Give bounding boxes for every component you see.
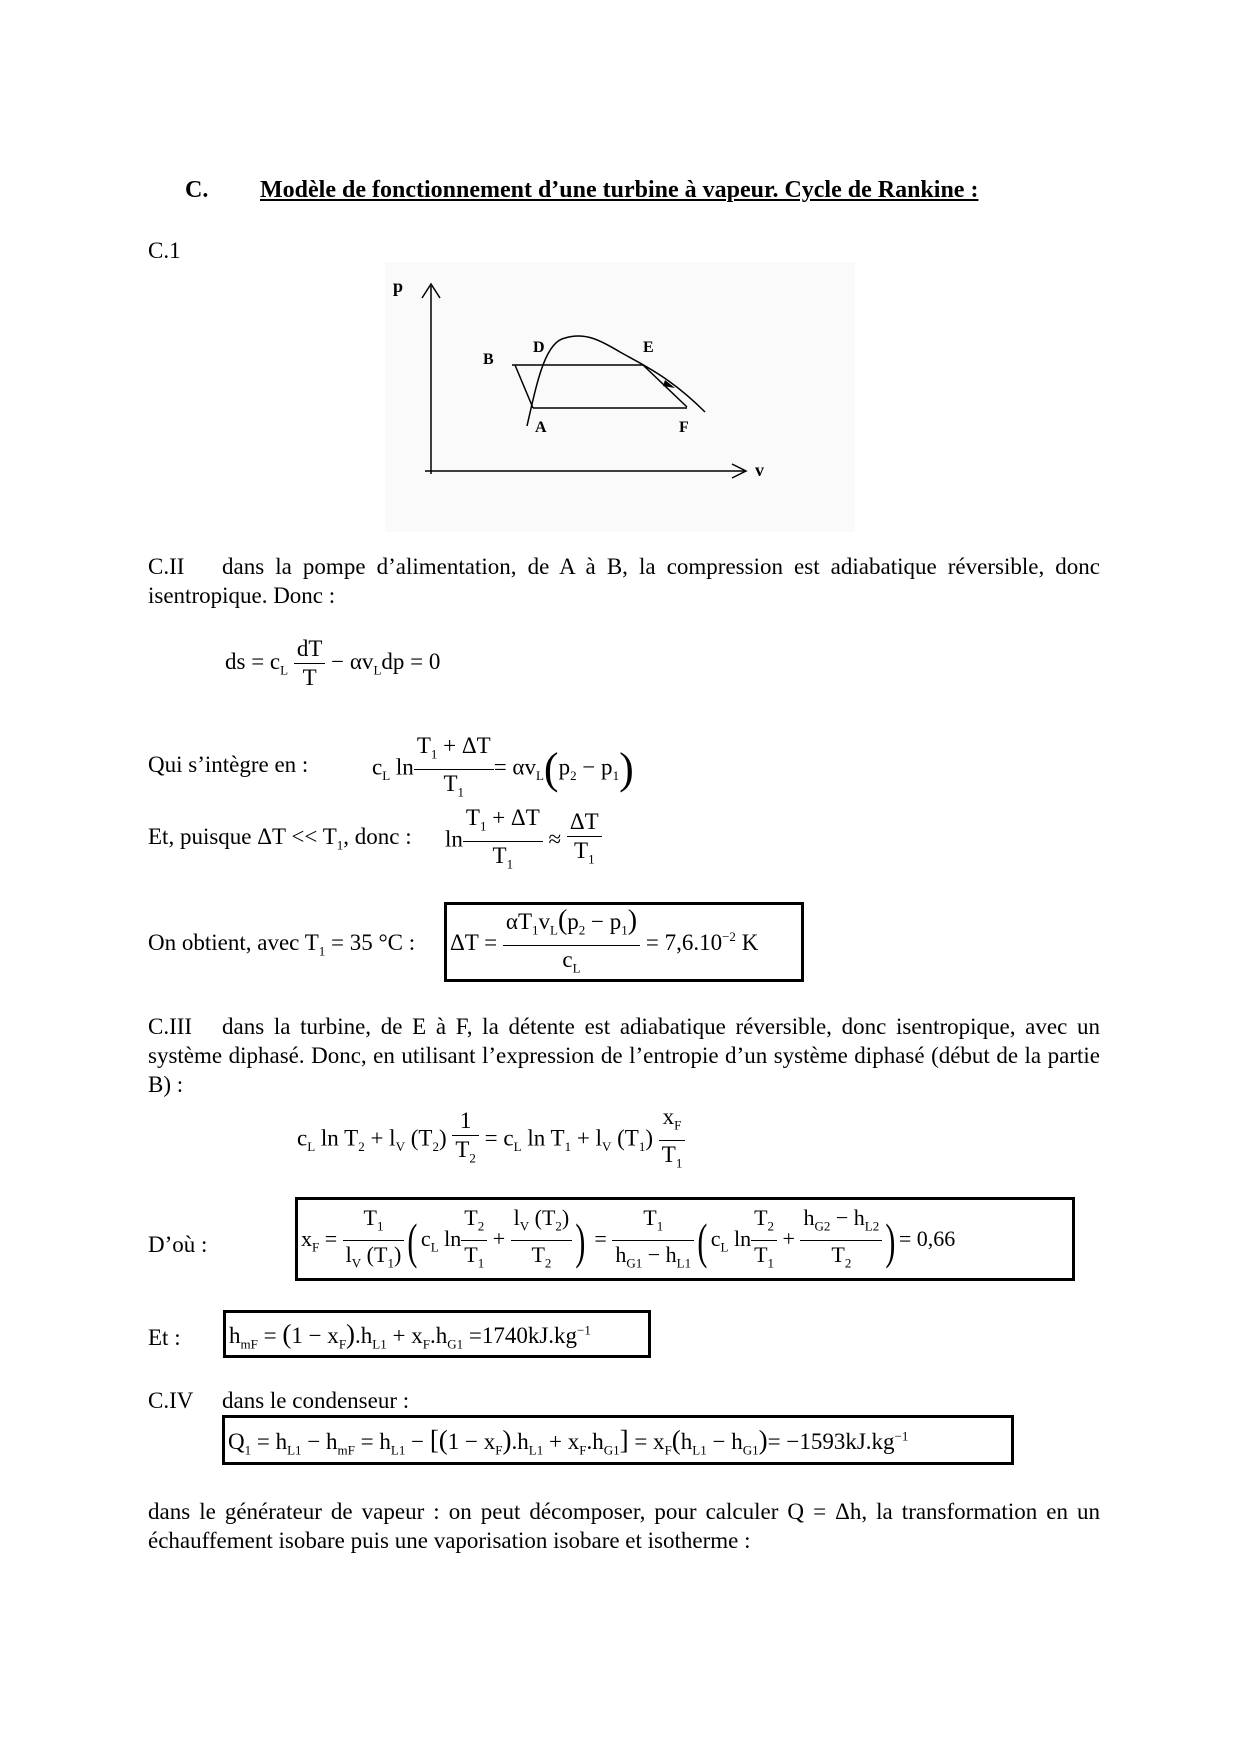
point-label-b: B — [483, 351, 494, 368]
c3-paragraph — [148, 1012, 1100, 1099]
point-label-e: E — [643, 339, 654, 356]
deltat-unit: K — [735, 929, 759, 955]
hmf-value: =1740kJ.kg — [468, 1323, 578, 1348]
hmf-exp: −1 — [577, 1322, 591, 1338]
axis-label-p: p — [393, 276, 404, 296]
c2-approx-label-head: Et, puisque ΔT << T — [148, 824, 337, 849]
c2-label: C.II — [148, 554, 185, 579]
section-letter: C. — [185, 177, 209, 203]
eq-approx: ln $\frac{T_1 + \Delta T}{T_1}$ ≈ $\frac{\Delta T}{T_1}$ — [445, 804, 602, 878]
c2-result-label-tail: = 35 °C : — [325, 930, 416, 955]
eq-hmf: $h_{mF} = (1 - x_F).h_{L1} + x_F.h_{G1} =1740kJ.kg^{-1}$ — [229, 1319, 591, 1352]
xf-value: = 0,66 — [898, 1225, 956, 1251]
c2-text: dans la pompe d’alimentation, de A à B, la compression est adiabatique réversible, donc isentropique. Donc : — [148, 554, 1100, 608]
c4-label: C.IV — [148, 1388, 194, 1413]
c2-approx-label-tail: , donc : — [343, 824, 412, 849]
eq-deltat: ΔT = $\frac{\alpha T_1v_L(p_2 - p_1)}{c_L}$ = $7,6.10^{-2}$ K — [450, 905, 759, 976]
point-label-a: A — [535, 419, 547, 436]
section-title — [260, 177, 978, 204]
c4-generator-paragraph: dans le générateur de vapeur : on peut décomposer, pour calculer Q = Δh, la transformation en un échauffement isobare puis une vaporisation isobare et isotherme : — [148, 1499, 1100, 1553]
c3-label: C.III — [148, 1014, 193, 1039]
c2-approx-label: Et, puisque $\Delta T << T_1$, donc : — [148, 824, 412, 853]
c2-paragraph — [148, 552, 1100, 610]
section-title-text: Modèle de fonctionnement d’une turbine à vapeur. Cycle de Rankine : — [260, 177, 979, 203]
deltat-value: = 7,6.10 — [645, 929, 723, 955]
c4-text: dans le condenseur : — [222, 1388, 410, 1413]
c3-h-label: Et : — [148, 1325, 181, 1350]
c2-result-label: On obtient, avec $T_1 = 35$ °C : — [148, 930, 416, 959]
c1-label: C.1 — [148, 238, 181, 263]
rankine-pv-diagram — [385, 262, 855, 532]
c3-text: dans la turbine, de E à F, la détente est adiabatique réversible, donc isentropique, avec un système diphasé. Donc, en utilisant l’expression de l’entropie d’un système diphasé (début de la partie B) : — [148, 1014, 1100, 1097]
c4-heading — [148, 1388, 409, 1414]
point-label-d: D — [533, 339, 545, 356]
eq-xf: $x_F$ = $\frac{T_1}{l_V (T_1)}$ ( $c_L$ ln $\frac{T_2}{T_1}$ + $\frac{l_V (T_2)}{T_2}$ ) = $\frac{T_1}{h_{G1} - h_{L1}}$ ( $c_L$ ln $\frac{T_2}{T_1}$ + $\frac{h_{G2} - h_{L2}}{T_2}$ ) = 0,66 — [301, 1205, 956, 1271]
point-label-f: F — [679, 419, 689, 436]
eq-q1: $Q_1 = h_{L1} - h_{mF} = h_{L1} - [(1 - x_F).h_{L1} + x_F.h_{G1}] = x_F(h_{L1} - h_{G1})= -1593kJ.kg^{-1}$ — [228, 1425, 909, 1458]
deltat-exp: −2 — [722, 929, 736, 945]
eq-integrated: $c_L$ ln $\frac{T_1 + \Delta T}{T_1}$ = $\alpha v_L(p_2 - p_1)$ — [372, 733, 634, 800]
c3-xf-label: D’où : — [148, 1232, 208, 1257]
q1-exp: −1 — [894, 1428, 909, 1444]
c2-integrate-label: Qui s’intègre en : — [148, 752, 309, 777]
c2-result-label-head: On obtient, avec T — [148, 930, 319, 955]
q1-value: = −1593kJ.kg — [767, 1429, 895, 1454]
axis-label-v: v — [755, 460, 764, 480]
eq-ds: ds = $c_L$ $\frac{dT}{T}$ − $\alpha v_Ldp = 0$ — [225, 636, 441, 690]
eq-entropy-equality: $c_L$ $\ln T_2 + l_V$ $(T_2)$ $\frac{1}{T_2}$ = $c_L$ $\ln T_1 + l_V$ $(T_1)$ $\frac{x_F}{T_1}$ — [297, 1103, 685, 1177]
